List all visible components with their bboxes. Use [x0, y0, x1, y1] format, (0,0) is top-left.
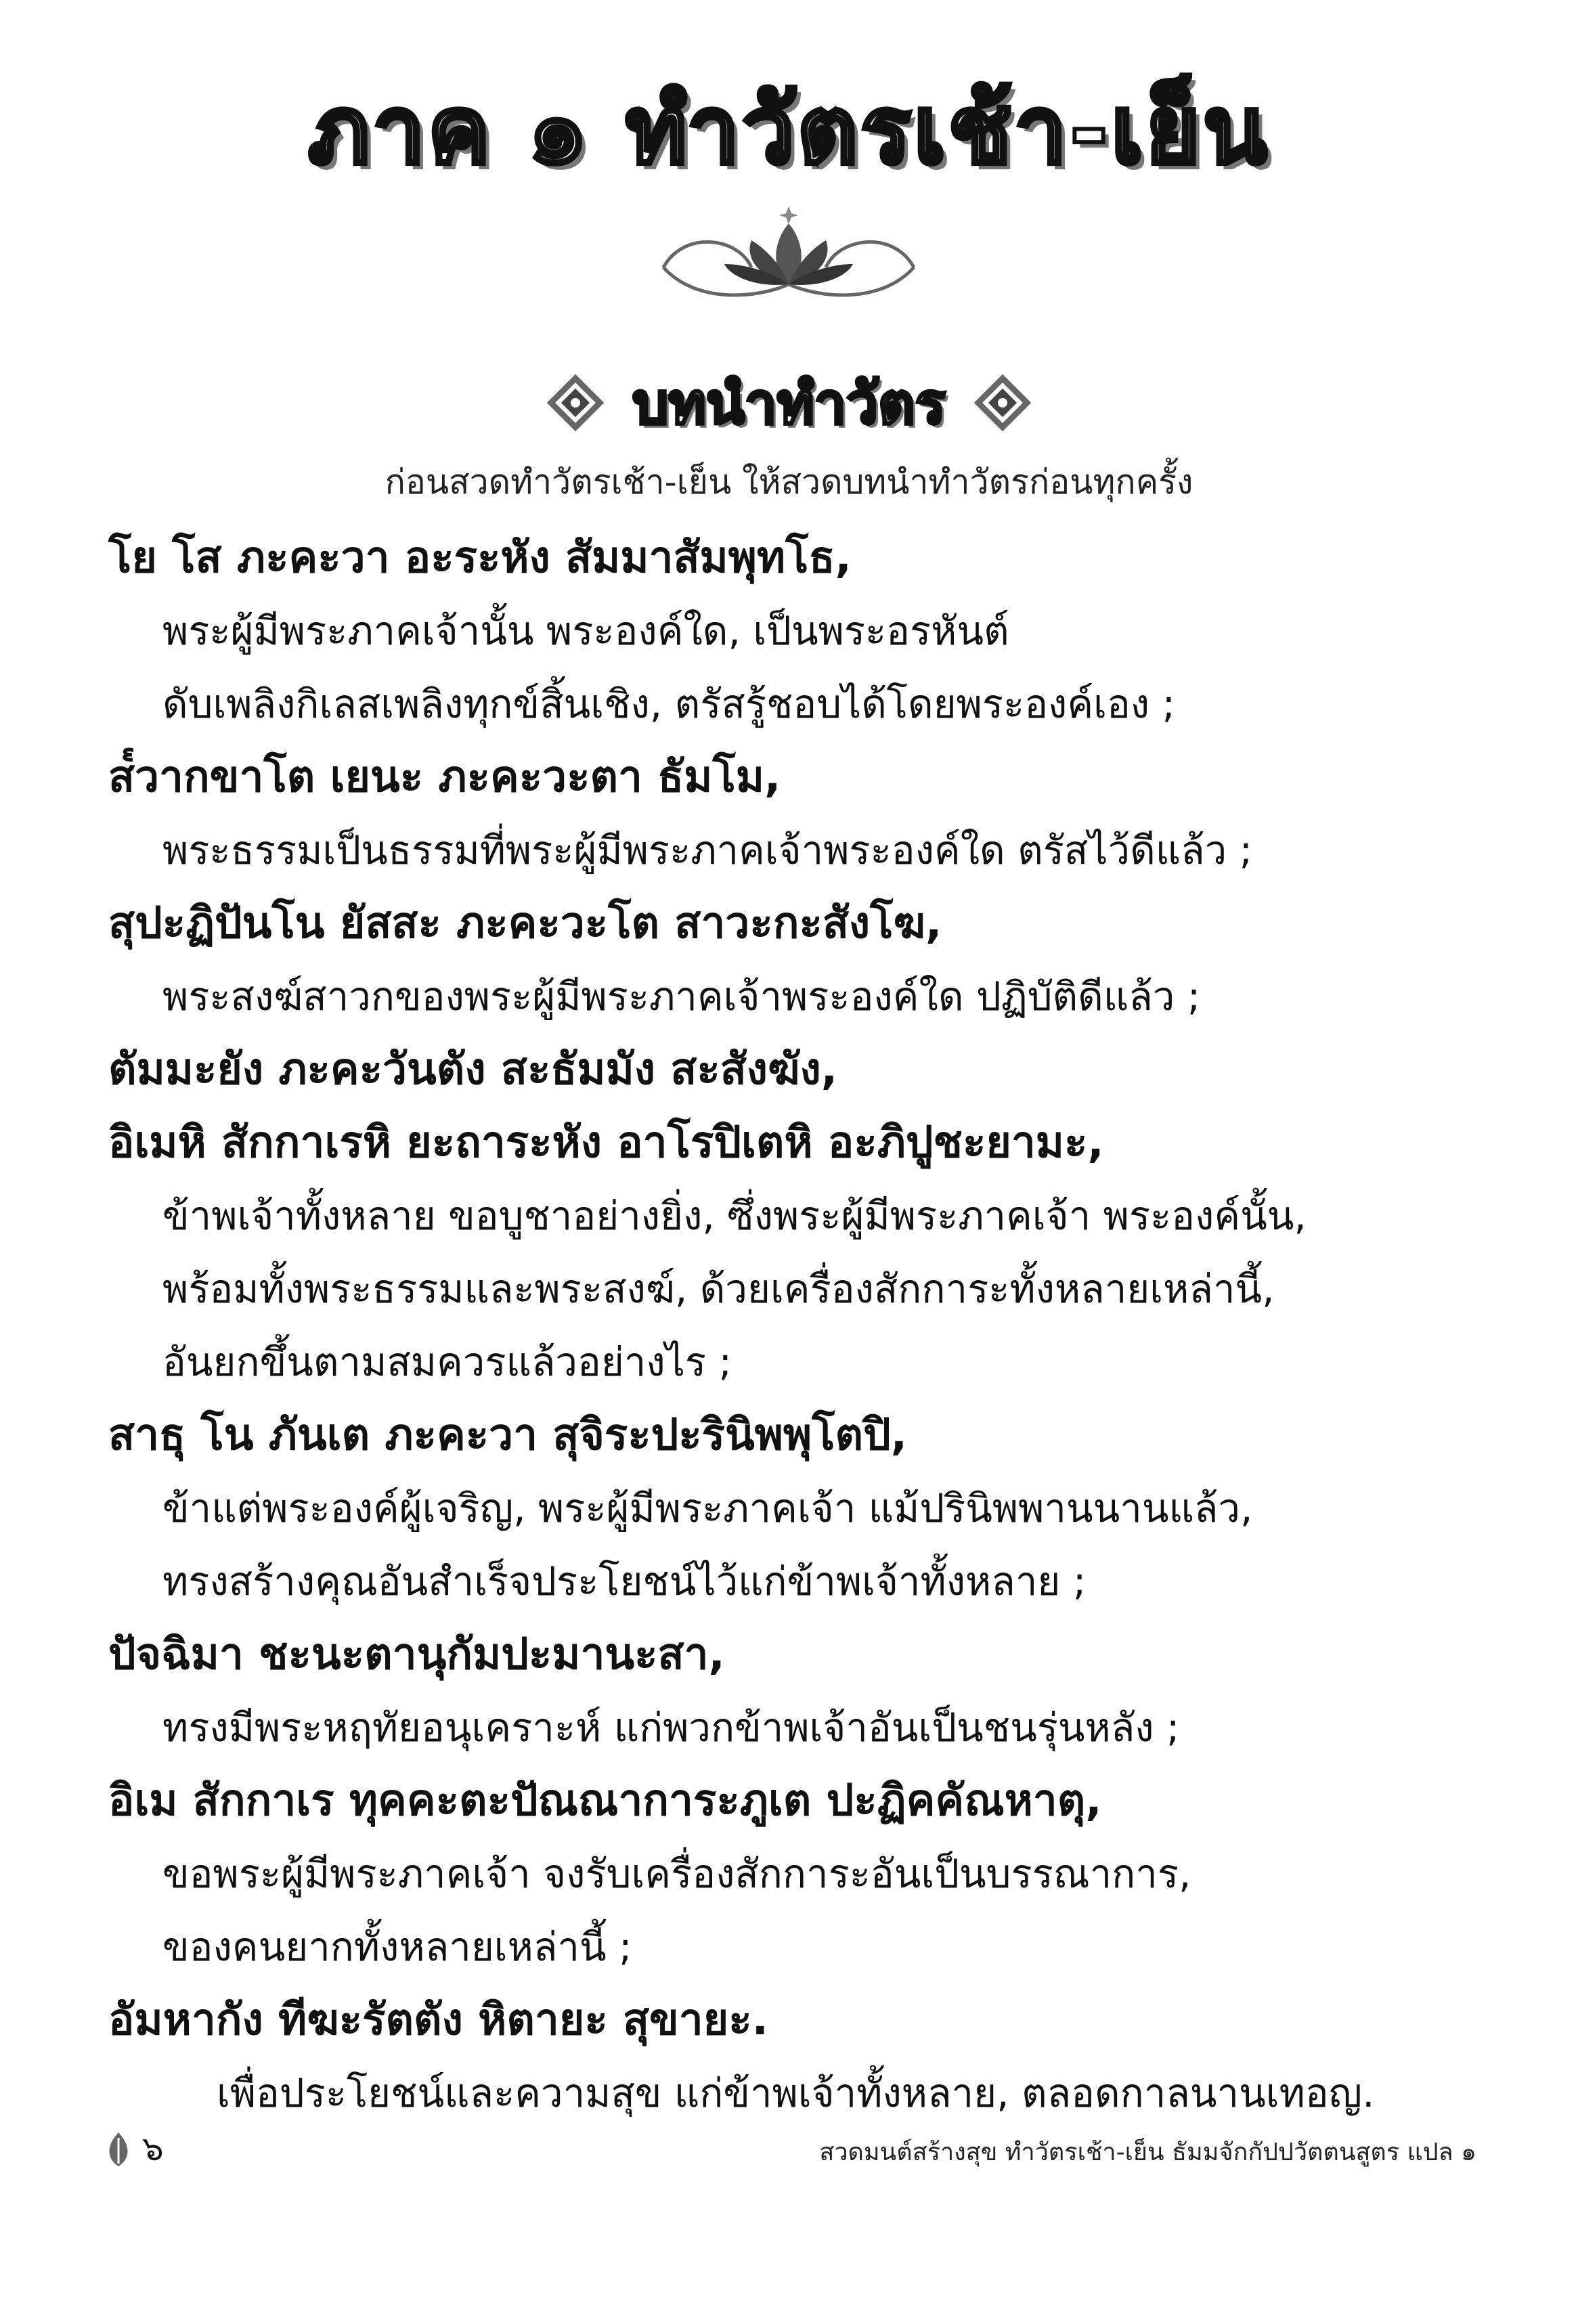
translation-line: พระสงฆ์สาวกของพระผู้มีพระภาคเจ้าพระองค์ใด ปฏิบัติดีแล้ว ; [162, 973, 1201, 1020]
translation-line: อันยกขึ้นตามสมควรแล้วอย่างไร ; [162, 1339, 732, 1385]
pali-verse-line: ส๎วากขาโต เยนะ ภะคะวะตา ธัมโม, [108, 752, 781, 802]
section-header [0, 355, 1578, 450]
translation-line: พร้อมทั้งพระธรรมและพระสงฆ์, ด้วยเครื่องสักการะทั้งหลายเหล่านี้, [162, 1266, 1275, 1312]
page-title: ภาค ๑ ทำวัตรเช้า-เย็น [308, 76, 1270, 185]
translation-line: ข้าพเจ้าทั้งหลาย ขอบูชาอย่างยิ่ง, ซึ่งพระผู้มีพระภาคเจ้า พระองค์นั้น, [162, 1193, 1307, 1239]
diamond-ornament-icon [973, 373, 1032, 433]
chant-verses [108, 521, 1496, 2130]
section-title: บทนำทำวัตร [632, 370, 946, 437]
translation-line: พระผู้มีพระภาคเจ้านั้น พระองค์ใด, เป็นพระอรหันต์ [162, 608, 1009, 654]
pali-verse-line: อิเม สักกาเร ทุคคะตะปัณณาการะภูเต ปะฏิคคัณหาตุ, [108, 1776, 1102, 1826]
running-title: สวดมนต์สร้างสุข ทำวัตรเช้า-เย็น ธัมมจักกัปปวัตตนสูตร แปล ๑ [819, 2139, 1476, 2166]
pali-verse-line: ปัจฉิมา ชะนะตานุกัมปะมานะสา, [108, 1629, 725, 1680]
pali-verse-line: อัมหากัง ทีฆะรัตตัง หิตายะ สุขายะ. [108, 1995, 768, 2045]
translation-line: ของคนยากทั้งหลายเหล่านี้ ; [162, 1924, 632, 1970]
pali-verse-line: สุปะฏิปันโน ยัสสะ ภะคะวะโต สาวะกะสังโฆ, [108, 898, 942, 948]
translation-line: ดับเพลิงกิเลสเพลิงทุกข์สิ้นเชิง, ตรัสรู้ชอบได้โดยพระองค์เอง ; [162, 681, 1176, 727]
lotus-ornament-icon [657, 203, 921, 311]
page-number-text: ๖ [142, 2129, 164, 2168]
lotus-leaf-icon [102, 2131, 135, 2168]
translation-line: ข้าแต่พระองค์ผู้เจริญ, พระผู้มีพระภาคเจ้า แม้ปรินิพพานนานแล้ว, [162, 1485, 1253, 1531]
pali-verse-line: อิเมหิ สักกาเรหิ ยะถาระหัง อาโรปิเตหิ อะภิปูชะยามะ, [108, 1118, 1104, 1168]
diamond-ornament-icon [546, 373, 605, 433]
translation-line: เพื่อประโยชน์และความสุข แก่ข้าพเจ้าทั้งหลาย, ตลอดกาลนานเทอญ. [217, 2070, 1375, 2116]
intro-instruction: ก่อนสวดทำวัตรเช้า-เย็น ให้สวดบทนำทำวัตรก่อนทุกครั้ง [385, 462, 1193, 502]
translation-line: ทรงมีพระหฤทัยอนุเคราะห์ แก่พวกข้าพเจ้าอันเป็นชนรุ่นหลัง ; [162, 1705, 1180, 1751]
translation-line: ขอพระผู้มีพระภาคเจ้า จงรับเครื่องสักการะอันเป็นบรรณาการ, [162, 1851, 1191, 1897]
pali-verse-line: สาธุ โน ภันเต ภะคะวา สุจิระปะรินิพพุโตปิ, [108, 1410, 907, 1460]
translation-line: พระธรรมเป็นธรรมที่พระผู้มีพระภาคเจ้าพระองค์ใด ตรัสไว้ดีแล้ว ; [162, 827, 1253, 873]
translation-line: ทรงสร้างคุณอันสำเร็จประโยชน์ไว้แก่ข้าพเจ้าทั้งหลาย ; [162, 1558, 1087, 1604]
pali-verse-line: โย โส ภะคะวา อะระหัง สัมมาสัมพุทโธ, [108, 533, 852, 583]
page-number [102, 2122, 164, 2176]
pali-verse-line: ตัมมะยัง ภะคะวันตัง สะธัมมัง สะสังฆัง, [108, 1045, 838, 1095]
